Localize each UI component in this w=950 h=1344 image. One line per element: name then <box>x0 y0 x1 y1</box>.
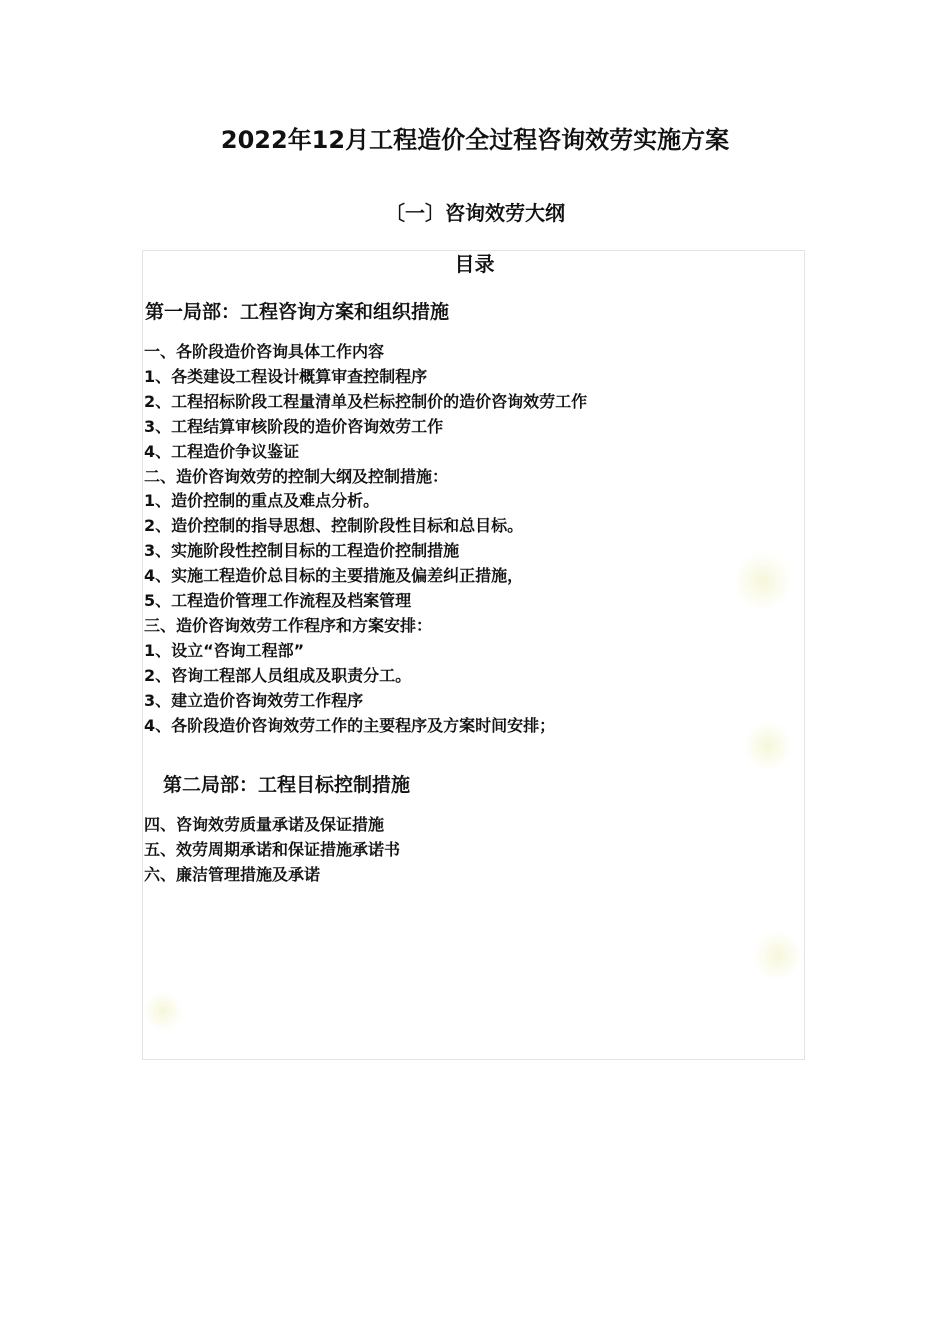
toc-item: 六、廉洁管理措施及承诺 <box>144 864 321 884</box>
toc-item: 四、咨询效劳质量承诺及保证措施 <box>144 815 385 834</box>
background-speckle <box>143 991 183 1031</box>
toc-item: 二、造价咨询效劳的控制大纲及控制措施： <box>144 466 449 486</box>
toc-item: 4、实施工程造价总目标的主要措施及偏差纠正措施， <box>144 566 524 586</box>
toc-item: 2、咨询工程部人员组成及职责分工。 <box>144 665 412 685</box>
document-subtitle: 〔一〕咨询效劳大纲 <box>385 201 565 225</box>
toc-item: 一、各阶段造价咨询具体工作内容 <box>144 342 385 361</box>
toc-heading: 目录 <box>454 252 495 276</box>
document-title: 2022年12月工程造价全过程咨询效劳实施方案 <box>220 126 730 154</box>
toc-box <box>142 250 805 1060</box>
background-speckle <box>743 721 793 771</box>
toc-item: 五、效劳周期承诺和保证措施承诺书 <box>144 839 401 859</box>
toc-item: 1、造价控制的重点及难点分析。 <box>144 491 380 511</box>
toc-item: 三、造价咨询效劳工作程序和方案安排： <box>144 615 433 635</box>
toc-item: 5、工程造价管理工作流程及档案管理 <box>144 591 412 611</box>
part1-title: 第一局部：工程咨询方案和组织措施 <box>145 301 450 323</box>
toc-item: 3、建立造价咨询效劳工作程序 <box>144 690 364 710</box>
toc-item: 3、实施阶段性控制目标的工程造价控制措施 <box>144 541 460 561</box>
part1-list <box>144 340 587 739</box>
part2-list <box>144 813 400 888</box>
background-speckle <box>753 931 803 981</box>
toc-item: 2、工程招标阶段工程量清单及栏标控制价的造价咨询效劳工作 <box>144 391 588 411</box>
toc-item: 4、各阶段造价咨询效劳工作的主要程序及方案时间安排； <box>144 715 556 735</box>
toc-item: 1、各类建设工程设计概算审查控制程序 <box>144 366 428 386</box>
toc-item: 2、造价控制的指导思想、控制阶段性目标和总目标。 <box>144 516 524 536</box>
toc-item: 4、工程造价争议鉴证 <box>144 441 300 461</box>
toc-item: 3、工程结算审核阶段的造价咨询效劳工作 <box>144 416 444 436</box>
toc-item: 1、设立“咨询工程部” <box>144 640 305 660</box>
part2-title: 第二局部：工程目标控制措施 <box>163 774 411 796</box>
background-speckle <box>733 551 793 611</box>
